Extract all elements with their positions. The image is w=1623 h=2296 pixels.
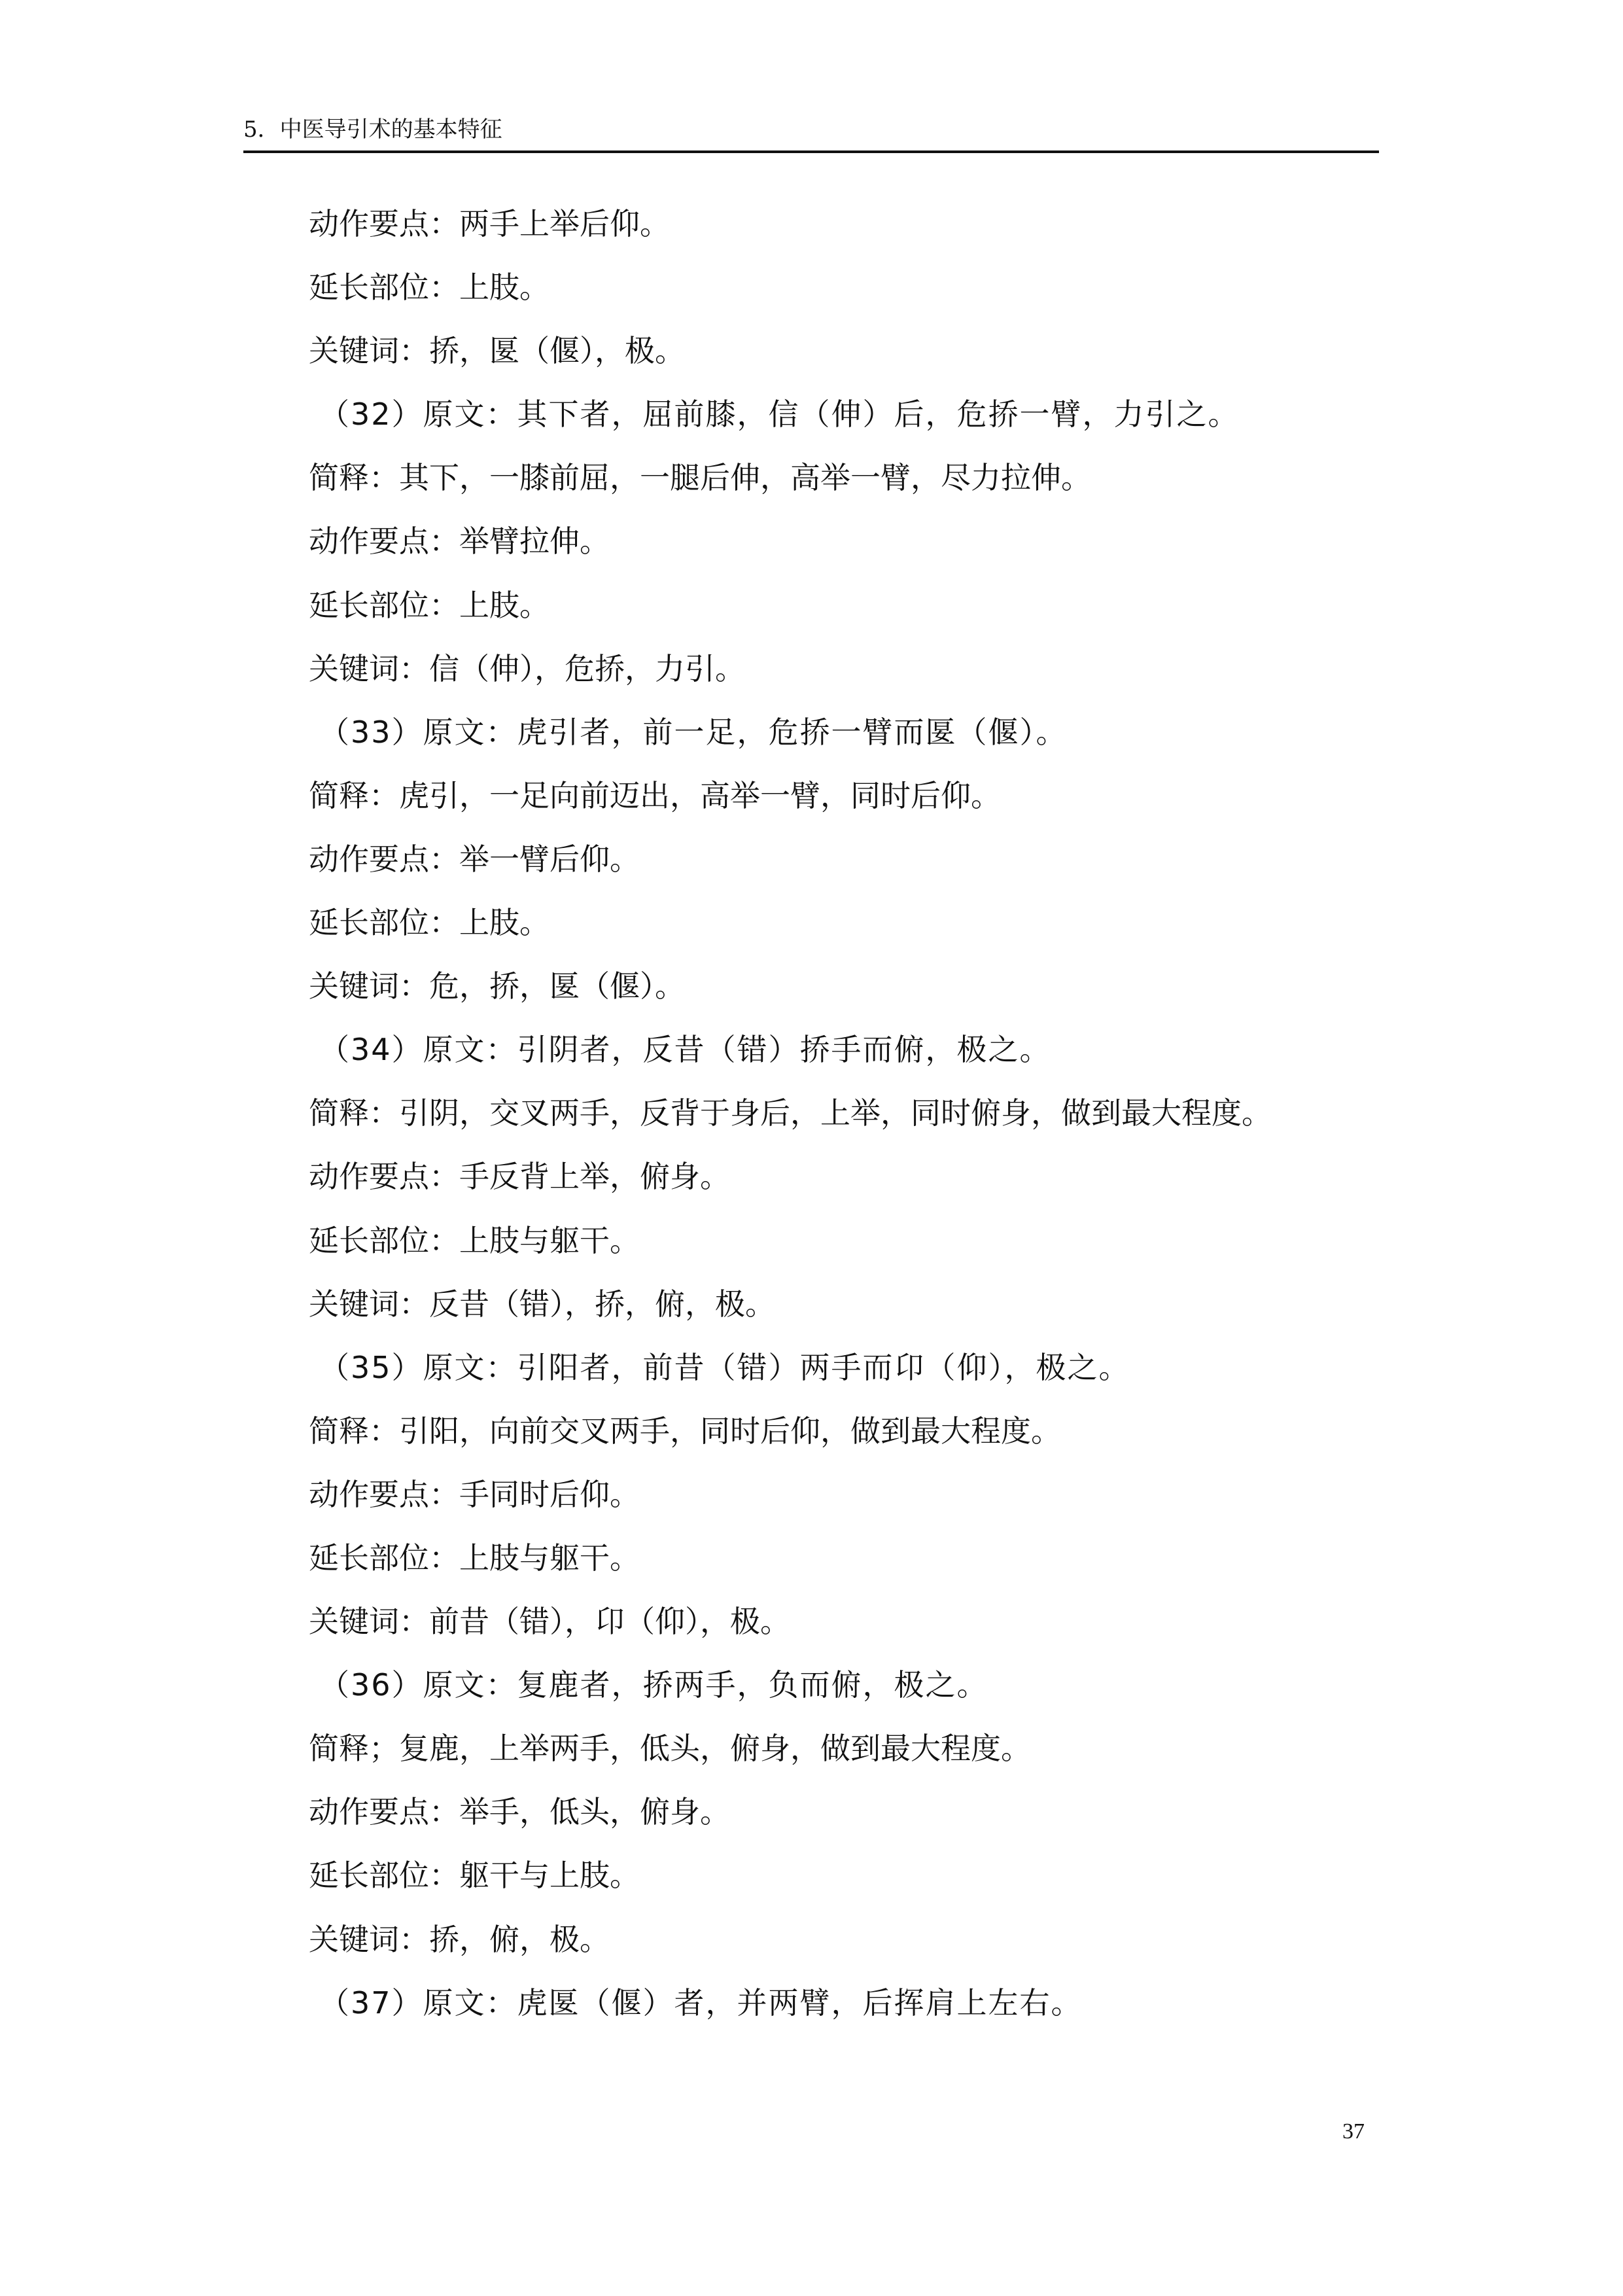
body-line: 简释；复鹿，上举两手，低头，俯身，做到最大程度。	[309, 1731, 1031, 1767]
body-line: 延长部位：上肢。	[309, 587, 550, 623]
body-line: 简释：虎引，一足向前迈出，高举一臂，同时后仰。	[309, 777, 1001, 813]
original-text-line: （36）原文：复鹿者，挢两手，负而俯，极之。	[319, 1667, 988, 1703]
body-line: 延长部位：上肢与躯干。	[309, 1540, 640, 1576]
page-header	[243, 113, 1379, 153]
body-line: 动作要点：举一臂后仰。	[309, 841, 640, 877]
body-line: 关键词：反昔（错），挢，俯，极。	[309, 1286, 775, 1322]
body-line: 简释：引阴，交叉两手，反背于身后，上举，同时俯身，做到最大程度。	[309, 1095, 1272, 1131]
body-line: 动作要点：举手，低头，俯身。	[309, 1794, 730, 1830]
body-line: 关键词：信（伸），危挢，力引。	[309, 650, 745, 686]
body-line: 动作要点：举臂拉伸。	[309, 523, 610, 559]
original-text-line: （35）原文：引阳者，前昔（错）两手而卬（仰），极之。	[319, 1349, 1130, 1385]
body-line: 延长部位：躯干与上肢。	[309, 1858, 640, 1894]
body-line: 简释：其下，一膝前屈，一腿后伸，高举一臂，尽力拉伸。	[309, 460, 1091, 496]
body-line: 延长部位：上肢与躯干。	[309, 1222, 640, 1258]
body-line: 简释：引阳，向前交叉两手，同时后仰，做到最大程度。	[309, 1413, 1061, 1449]
body-line: 关键词：危，挢，匽（偃）。	[309, 968, 685, 1004]
body-line: 延长部位：上肢。	[309, 270, 550, 306]
original-text-line: （32）原文：其下者，屈前膝，信（伸）后，危挢一臂，力引之。	[319, 397, 1240, 433]
body-line: 关键词：前昔（错），卬（仰），极。	[309, 1604, 790, 1640]
body-line: 关键词：挢，俯，极。	[309, 1921, 610, 1957]
page-number: 37	[1342, 2119, 1365, 2144]
original-text-line: （33）原文：虎引者，前一足，危挢一臂而匽（偃）。	[319, 714, 1068, 750]
header-title: 5．中医导引术的基本特征	[243, 116, 502, 143]
body-line: 关键词：挢，匽（偃），极。	[309, 333, 685, 369]
body-line: 动作要点：两手上举后仰。	[309, 206, 670, 241]
page-body	[309, 204, 1382, 2047]
body-line: 动作要点：手同时后仰。	[309, 1476, 640, 1512]
original-text-line: （37）原文：虎匽（偃）者，并两臂，后挥肩上左右。	[319, 1985, 1083, 2021]
body-line: 延长部位：上肢。	[309, 905, 550, 941]
original-text-line: （34）原文：引阴者，反昔（错）挢手而俯，极之。	[319, 1032, 1051, 1068]
body-line: 动作要点：手反背上举，俯身。	[309, 1159, 730, 1195]
